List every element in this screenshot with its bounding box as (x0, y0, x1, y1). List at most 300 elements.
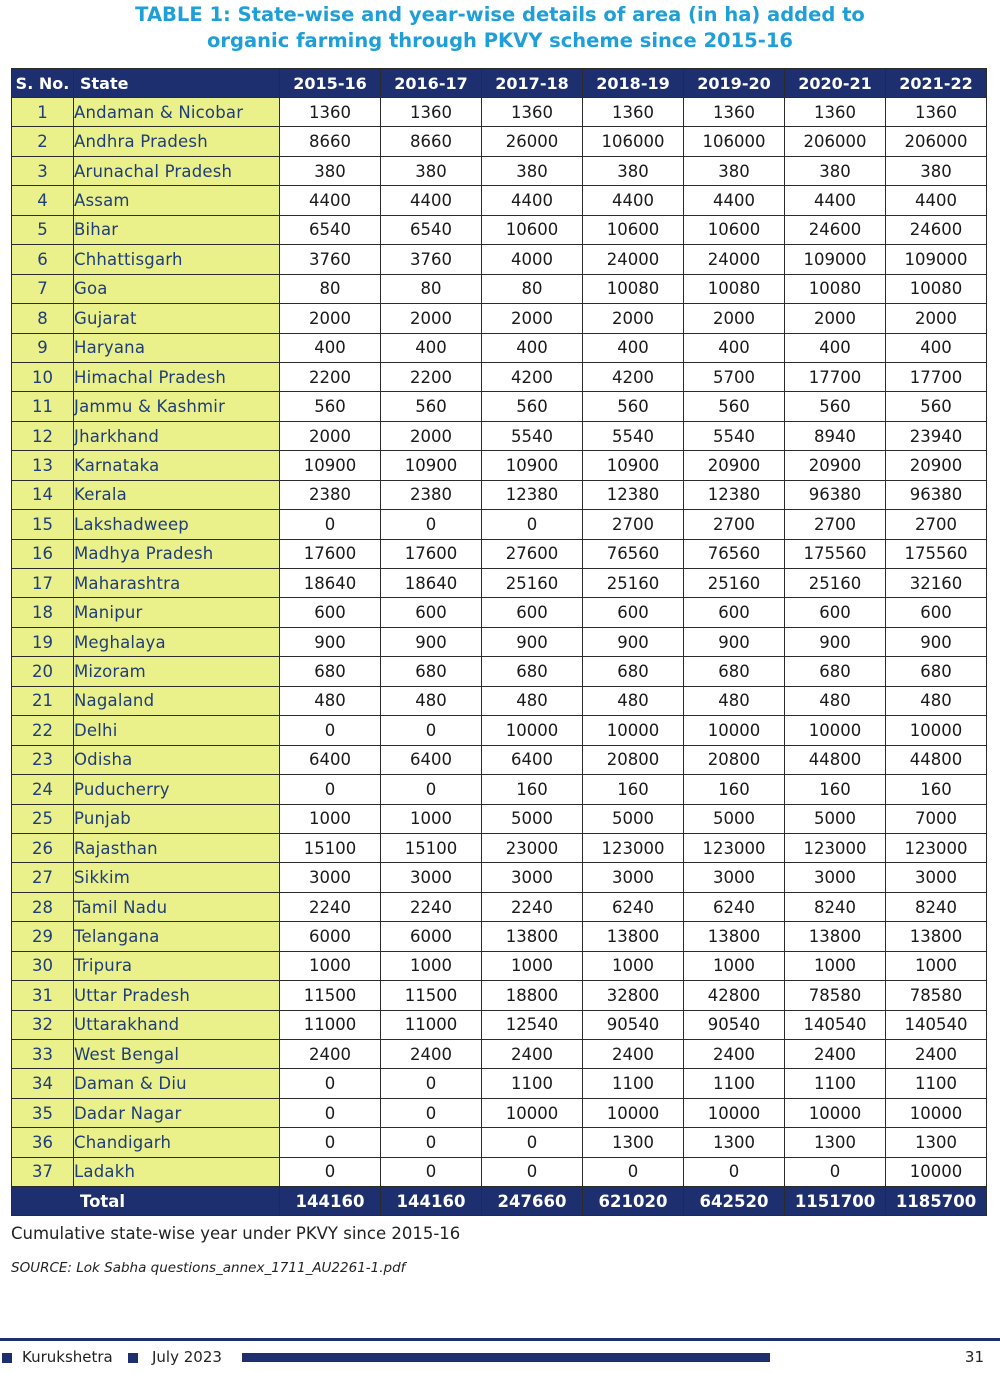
state-name-cell: Andaman & Nicobar (74, 98, 280, 127)
serial-number-cell: 37 (12, 1157, 74, 1186)
area-value-cell: 1360 (886, 98, 987, 127)
area-value-cell: 10000 (684, 716, 785, 745)
area-value-cell: 0 (482, 1157, 583, 1186)
area-value-cell: 1000 (381, 951, 482, 980)
area-value-cell: 1000 (280, 804, 381, 833)
table-row (12, 1010, 987, 1039)
area-value-cell: 10080 (583, 274, 684, 303)
table-row (12, 892, 987, 921)
area-value-cell: 5000 (482, 804, 583, 833)
area-value-cell: 4400 (785, 186, 886, 215)
area-value-cell: 6400 (381, 745, 482, 774)
area-value-cell: 2000 (280, 421, 381, 450)
area-value-cell: 18640 (280, 569, 381, 598)
table-header-row (12, 69, 987, 98)
table-row (12, 569, 987, 598)
area-value-cell: 4400 (280, 186, 381, 215)
table-row (12, 127, 987, 156)
area-value-cell: 1360 (785, 98, 886, 127)
table-row (12, 804, 987, 833)
area-value-cell: 25160 (583, 569, 684, 598)
area-value-cell: 1100 (684, 1069, 785, 1098)
serial-number-cell: 28 (12, 892, 74, 921)
area-value-cell: 13800 (886, 922, 987, 951)
area-value-cell: 123000 (886, 833, 987, 862)
area-value-cell: 480 (684, 686, 785, 715)
state-name-cell: Manipur (74, 598, 280, 627)
area-value-cell: 76560 (583, 539, 684, 568)
area-value-cell: 10900 (280, 451, 381, 480)
page-number: 31 (964, 1348, 984, 1366)
area-value-cell: 680 (785, 657, 886, 686)
area-value-cell: 4200 (482, 362, 583, 391)
area-value-cell: 26000 (482, 127, 583, 156)
area-value-cell: 480 (381, 686, 482, 715)
area-value-cell: 8240 (785, 892, 886, 921)
serial-number-cell: 26 (12, 833, 74, 862)
area-value-cell: 1360 (684, 98, 785, 127)
area-value-cell: 900 (886, 627, 987, 656)
area-value-cell: 1000 (785, 951, 886, 980)
area-value-cell: 1100 (583, 1069, 684, 1098)
area-value-cell: 0 (280, 1128, 381, 1157)
area-value-cell: 206000 (785, 127, 886, 156)
state-name-cell: Sikkim (74, 863, 280, 892)
area-value-cell: 2400 (583, 1040, 684, 1069)
state-name-cell: Jammu & Kashmir (74, 392, 280, 421)
area-value-cell: 3000 (482, 863, 583, 892)
area-value-cell: 2400 (280, 1040, 381, 1069)
area-value-cell: 13800 (785, 922, 886, 951)
area-value-cell: 18800 (482, 981, 583, 1010)
area-value-cell: 109000 (886, 245, 987, 274)
table-row (12, 392, 987, 421)
state-name-cell: Meghalaya (74, 627, 280, 656)
table-row (12, 745, 987, 774)
state-name-cell: Telangana (74, 922, 280, 951)
area-value-cell: 0 (684, 1157, 785, 1186)
table-row (12, 657, 987, 686)
page-footer (0, 1348, 1000, 1368)
area-value-cell: 123000 (583, 833, 684, 862)
total-value-cell: 621020 (583, 1187, 684, 1216)
state-name-cell: Tripura (74, 951, 280, 980)
table-row (12, 716, 987, 745)
serial-number-cell: 34 (12, 1069, 74, 1098)
area-value-cell: 2400 (785, 1040, 886, 1069)
area-value-cell: 4400 (886, 186, 987, 215)
area-value-cell: 17600 (381, 539, 482, 568)
state-name-cell: Rajasthan (74, 833, 280, 862)
area-value-cell: 6540 (381, 215, 482, 244)
area-value-cell: 12540 (482, 1010, 583, 1039)
area-value-cell: 80 (381, 274, 482, 303)
total-value-cell: 144160 (280, 1187, 381, 1216)
area-value-cell: 680 (886, 657, 987, 686)
table-row (12, 1098, 987, 1127)
footer-square-icon (2, 1353, 12, 1363)
area-value-cell: 2000 (482, 304, 583, 333)
area-value-cell: 0 (280, 510, 381, 539)
area-value-cell: 3000 (381, 863, 482, 892)
area-value-cell: 0 (381, 1069, 482, 1098)
area-value-cell: 2400 (482, 1040, 583, 1069)
column-header: 2015-16 (280, 69, 381, 98)
area-value-cell: 3000 (583, 863, 684, 892)
area-value-cell: 1360 (280, 98, 381, 127)
area-value-cell: 10000 (684, 1098, 785, 1127)
table-row (12, 421, 987, 450)
area-value-cell: 400 (785, 333, 886, 362)
area-value-cell: 160 (583, 775, 684, 804)
area-value-cell: 600 (785, 598, 886, 627)
area-value-cell: 10000 (886, 716, 987, 745)
area-value-cell: 2400 (886, 1040, 987, 1069)
area-value-cell: 2380 (381, 480, 482, 509)
state-name-cell: Uttarakhand (74, 1010, 280, 1039)
area-value-cell: 8240 (886, 892, 987, 921)
area-value-cell: 44800 (886, 745, 987, 774)
area-value-cell: 32800 (583, 981, 684, 1010)
area-value-cell: 10900 (583, 451, 684, 480)
state-name-cell: Arunachal Pradesh (74, 156, 280, 185)
serial-number-cell: 8 (12, 304, 74, 333)
table-row (12, 922, 987, 951)
table-row (12, 245, 987, 274)
area-value-cell: 600 (280, 598, 381, 627)
area-value-cell: 480 (583, 686, 684, 715)
total-value-cell: 642520 (684, 1187, 785, 1216)
area-value-cell: 25160 (482, 569, 583, 598)
area-value-cell: 10080 (684, 274, 785, 303)
area-value-cell: 13800 (583, 922, 684, 951)
state-name-cell: Karnataka (74, 451, 280, 480)
area-value-cell: 90540 (684, 1010, 785, 1039)
area-value-cell: 1000 (886, 951, 987, 980)
area-value-cell: 5540 (684, 421, 785, 450)
area-value-cell: 80 (280, 274, 381, 303)
table-title (0, 2, 1000, 54)
area-value-cell: 10000 (886, 1157, 987, 1186)
area-value-cell: 44800 (785, 745, 886, 774)
table-row (12, 863, 987, 892)
area-value-cell: 560 (381, 392, 482, 421)
state-name-cell: Dadar Nagar (74, 1098, 280, 1127)
area-value-cell: 23000 (482, 833, 583, 862)
area-value-cell: 123000 (785, 833, 886, 862)
area-value-cell: 106000 (684, 127, 785, 156)
area-value-cell: 2400 (684, 1040, 785, 1069)
area-value-cell: 6240 (684, 892, 785, 921)
area-value-cell: 11000 (381, 1010, 482, 1039)
area-value-cell: 123000 (684, 833, 785, 862)
serial-number-cell: 6 (12, 245, 74, 274)
column-header: S. No. (12, 69, 74, 98)
table-row (12, 1157, 987, 1186)
area-value-cell: 8660 (280, 127, 381, 156)
area-value-cell: 10600 (482, 215, 583, 244)
area-value-cell: 24000 (684, 245, 785, 274)
area-value-cell: 175560 (785, 539, 886, 568)
serial-number-cell: 7 (12, 274, 74, 303)
area-value-cell: 380 (583, 156, 684, 185)
total-value-cell: 144160 (381, 1187, 482, 1216)
serial-number-cell: 3 (12, 156, 74, 185)
area-value-cell: 11500 (280, 981, 381, 1010)
area-value-cell: 1360 (583, 98, 684, 127)
area-value-cell: 400 (482, 333, 583, 362)
serial-number-cell: 13 (12, 451, 74, 480)
area-value-cell: 1000 (684, 951, 785, 980)
state-name-cell: Odisha (74, 745, 280, 774)
column-header: 2021-22 (886, 69, 987, 98)
area-value-cell: 5000 (785, 804, 886, 833)
area-value-cell: 4400 (482, 186, 583, 215)
area-value-cell: 600 (583, 598, 684, 627)
table-row (12, 598, 987, 627)
area-value-cell: 175560 (886, 539, 987, 568)
area-value-cell: 6400 (482, 745, 583, 774)
footer-issue-date: July 2023 (152, 1348, 222, 1366)
area-value-cell: 0 (381, 1098, 482, 1127)
area-value-cell: 20900 (785, 451, 886, 480)
area-value-cell: 1100 (886, 1069, 987, 1098)
area-value-cell: 2000 (785, 304, 886, 333)
serial-number-cell: 9 (12, 333, 74, 362)
area-value-cell: 3000 (684, 863, 785, 892)
area-value-cell: 6540 (280, 215, 381, 244)
column-header: 2017-18 (482, 69, 583, 98)
area-value-cell: 2240 (381, 892, 482, 921)
area-value-cell: 160 (886, 775, 987, 804)
area-value-cell: 380 (886, 156, 987, 185)
area-value-cell: 900 (381, 627, 482, 656)
area-value-cell: 1300 (886, 1128, 987, 1157)
table-title-line1: TABLE 1: State-wise and year-wise details of area (in ha) added to (135, 3, 865, 26)
area-value-cell: 0 (381, 510, 482, 539)
serial-number-cell: 1 (12, 98, 74, 127)
area-value-cell: 400 (381, 333, 482, 362)
area-value-cell: 480 (482, 686, 583, 715)
area-value-cell: 10000 (785, 1098, 886, 1127)
area-value-cell: 1000 (583, 951, 684, 980)
state-name-cell: Madhya Pradesh (74, 539, 280, 568)
state-name-cell: Punjab (74, 804, 280, 833)
area-value-cell: 20900 (684, 451, 785, 480)
area-value-cell: 10000 (886, 1098, 987, 1127)
column-header: State (74, 69, 280, 98)
area-value-cell: 15100 (381, 833, 482, 862)
area-value-cell: 600 (381, 598, 482, 627)
area-value-cell: 24000 (583, 245, 684, 274)
area-value-cell: 1360 (381, 98, 482, 127)
area-value-cell: 78580 (886, 981, 987, 1010)
area-value-cell: 6000 (280, 922, 381, 951)
area-value-cell: 3000 (785, 863, 886, 892)
area-value-cell: 0 (280, 1157, 381, 1186)
area-value-cell: 5000 (684, 804, 785, 833)
area-value-cell: 76560 (684, 539, 785, 568)
footer-divider (0, 1338, 1000, 1341)
area-value-cell: 600 (886, 598, 987, 627)
area-value-cell: 109000 (785, 245, 886, 274)
area-value-cell: 10080 (785, 274, 886, 303)
serial-number-cell: 29 (12, 922, 74, 951)
footer-square-icon (128, 1353, 138, 1363)
area-value-cell: 680 (684, 657, 785, 686)
area-value-cell: 24600 (785, 215, 886, 244)
state-name-cell: Puducherry (74, 775, 280, 804)
area-value-cell: 96380 (886, 480, 987, 509)
column-header: 2020-21 (785, 69, 886, 98)
area-value-cell: 42800 (684, 981, 785, 1010)
area-value-cell: 12380 (482, 480, 583, 509)
total-label-cell: Total (12, 1187, 280, 1216)
column-header: 2019-20 (684, 69, 785, 98)
area-value-cell: 600 (684, 598, 785, 627)
table-row (12, 362, 987, 391)
area-value-cell: 90540 (583, 1010, 684, 1039)
area-value-cell: 2700 (886, 510, 987, 539)
area-value-cell: 2380 (280, 480, 381, 509)
area-value-cell: 1360 (482, 98, 583, 127)
column-header: 2016-17 (381, 69, 482, 98)
area-value-cell: 2200 (381, 362, 482, 391)
area-value-cell: 8940 (785, 421, 886, 450)
area-value-cell: 0 (583, 1157, 684, 1186)
area-value-cell: 3000 (280, 863, 381, 892)
area-value-cell: 17600 (280, 539, 381, 568)
pkvy-area-table (11, 68, 987, 1216)
serial-number-cell: 31 (12, 981, 74, 1010)
area-value-cell: 10600 (583, 215, 684, 244)
area-value-cell: 2700 (785, 510, 886, 539)
serial-number-cell: 33 (12, 1040, 74, 1069)
total-row (12, 1187, 987, 1216)
table-row (12, 451, 987, 480)
area-value-cell: 78580 (785, 981, 886, 1010)
serial-number-cell: 18 (12, 598, 74, 627)
state-name-cell: Tamil Nadu (74, 892, 280, 921)
table-row (12, 215, 987, 244)
area-value-cell: 8660 (381, 127, 482, 156)
state-name-cell: Goa (74, 274, 280, 303)
area-value-cell: 25160 (785, 569, 886, 598)
area-value-cell: 4000 (482, 245, 583, 274)
area-value-cell: 206000 (886, 127, 987, 156)
total-value-cell: 247660 (482, 1187, 583, 1216)
table-row (12, 304, 987, 333)
area-value-cell: 680 (583, 657, 684, 686)
table-row (12, 1040, 987, 1069)
area-value-cell: 680 (280, 657, 381, 686)
area-value-cell: 1100 (785, 1069, 886, 1098)
table-row (12, 539, 987, 568)
area-value-cell: 5540 (482, 421, 583, 450)
area-value-cell: 160 (684, 775, 785, 804)
state-name-cell: Ladakh (74, 1157, 280, 1186)
state-name-cell: Kerala (74, 480, 280, 509)
area-value-cell: 0 (381, 716, 482, 745)
state-name-cell: West Bengal (74, 1040, 280, 1069)
table-row (12, 510, 987, 539)
area-value-cell: 1000 (280, 951, 381, 980)
area-value-cell: 10080 (886, 274, 987, 303)
area-value-cell: 3000 (886, 863, 987, 892)
area-value-cell: 4200 (583, 362, 684, 391)
total-value-cell: 1151700 (785, 1187, 886, 1216)
area-value-cell: 1300 (684, 1128, 785, 1157)
area-value-cell: 12380 (583, 480, 684, 509)
area-value-cell: 13800 (684, 922, 785, 951)
state-name-cell: Nagaland (74, 686, 280, 715)
serial-number-cell: 24 (12, 775, 74, 804)
area-value-cell: 23940 (886, 421, 987, 450)
area-value-cell: 0 (482, 510, 583, 539)
area-value-cell: 17700 (886, 362, 987, 391)
table-row (12, 156, 987, 185)
area-value-cell: 2700 (684, 510, 785, 539)
serial-number-cell: 4 (12, 186, 74, 215)
area-value-cell: 10900 (381, 451, 482, 480)
state-name-cell: Delhi (74, 716, 280, 745)
table-row (12, 833, 987, 862)
area-value-cell: 380 (785, 156, 886, 185)
area-value-cell: 10900 (482, 451, 583, 480)
state-name-cell: Mizoram (74, 657, 280, 686)
state-name-cell: Gujarat (74, 304, 280, 333)
area-value-cell: 5000 (583, 804, 684, 833)
area-value-cell: 0 (280, 775, 381, 804)
state-name-cell: Lakshadweep (74, 510, 280, 539)
area-value-cell: 140540 (785, 1010, 886, 1039)
serial-number-cell: 22 (12, 716, 74, 745)
area-value-cell: 7000 (886, 804, 987, 833)
area-value-cell: 2240 (280, 892, 381, 921)
area-value-cell: 380 (280, 156, 381, 185)
serial-number-cell: 30 (12, 951, 74, 980)
area-value-cell: 680 (381, 657, 482, 686)
area-value-cell: 10000 (482, 716, 583, 745)
area-value-cell: 13800 (482, 922, 583, 951)
area-value-cell: 400 (684, 333, 785, 362)
area-value-cell: 1000 (482, 951, 583, 980)
area-value-cell: 10000 (785, 716, 886, 745)
area-value-cell: 380 (684, 156, 785, 185)
source-note: SOURCE: Lok Sabha questions_annex_1711_AU2261-1.pdf (11, 1260, 406, 1276)
area-value-cell: 2000 (886, 304, 987, 333)
area-value-cell: 10000 (583, 716, 684, 745)
area-value-cell: 0 (381, 775, 482, 804)
serial-number-cell: 35 (12, 1098, 74, 1127)
table-row (12, 1128, 987, 1157)
area-value-cell: 24600 (886, 215, 987, 244)
serial-number-cell: 14 (12, 480, 74, 509)
area-value-cell: 560 (785, 392, 886, 421)
area-value-cell: 2000 (583, 304, 684, 333)
area-value-cell: 480 (280, 686, 381, 715)
table-row (12, 775, 987, 804)
state-name-cell: Daman & Diu (74, 1069, 280, 1098)
area-value-cell: 106000 (583, 127, 684, 156)
area-value-cell: 560 (583, 392, 684, 421)
area-value-cell: 3760 (381, 245, 482, 274)
area-value-cell: 4400 (583, 186, 684, 215)
area-value-cell: 6000 (381, 922, 482, 951)
area-value-cell: 480 (886, 686, 987, 715)
area-value-cell: 17700 (785, 362, 886, 391)
serial-number-cell: 23 (12, 745, 74, 774)
